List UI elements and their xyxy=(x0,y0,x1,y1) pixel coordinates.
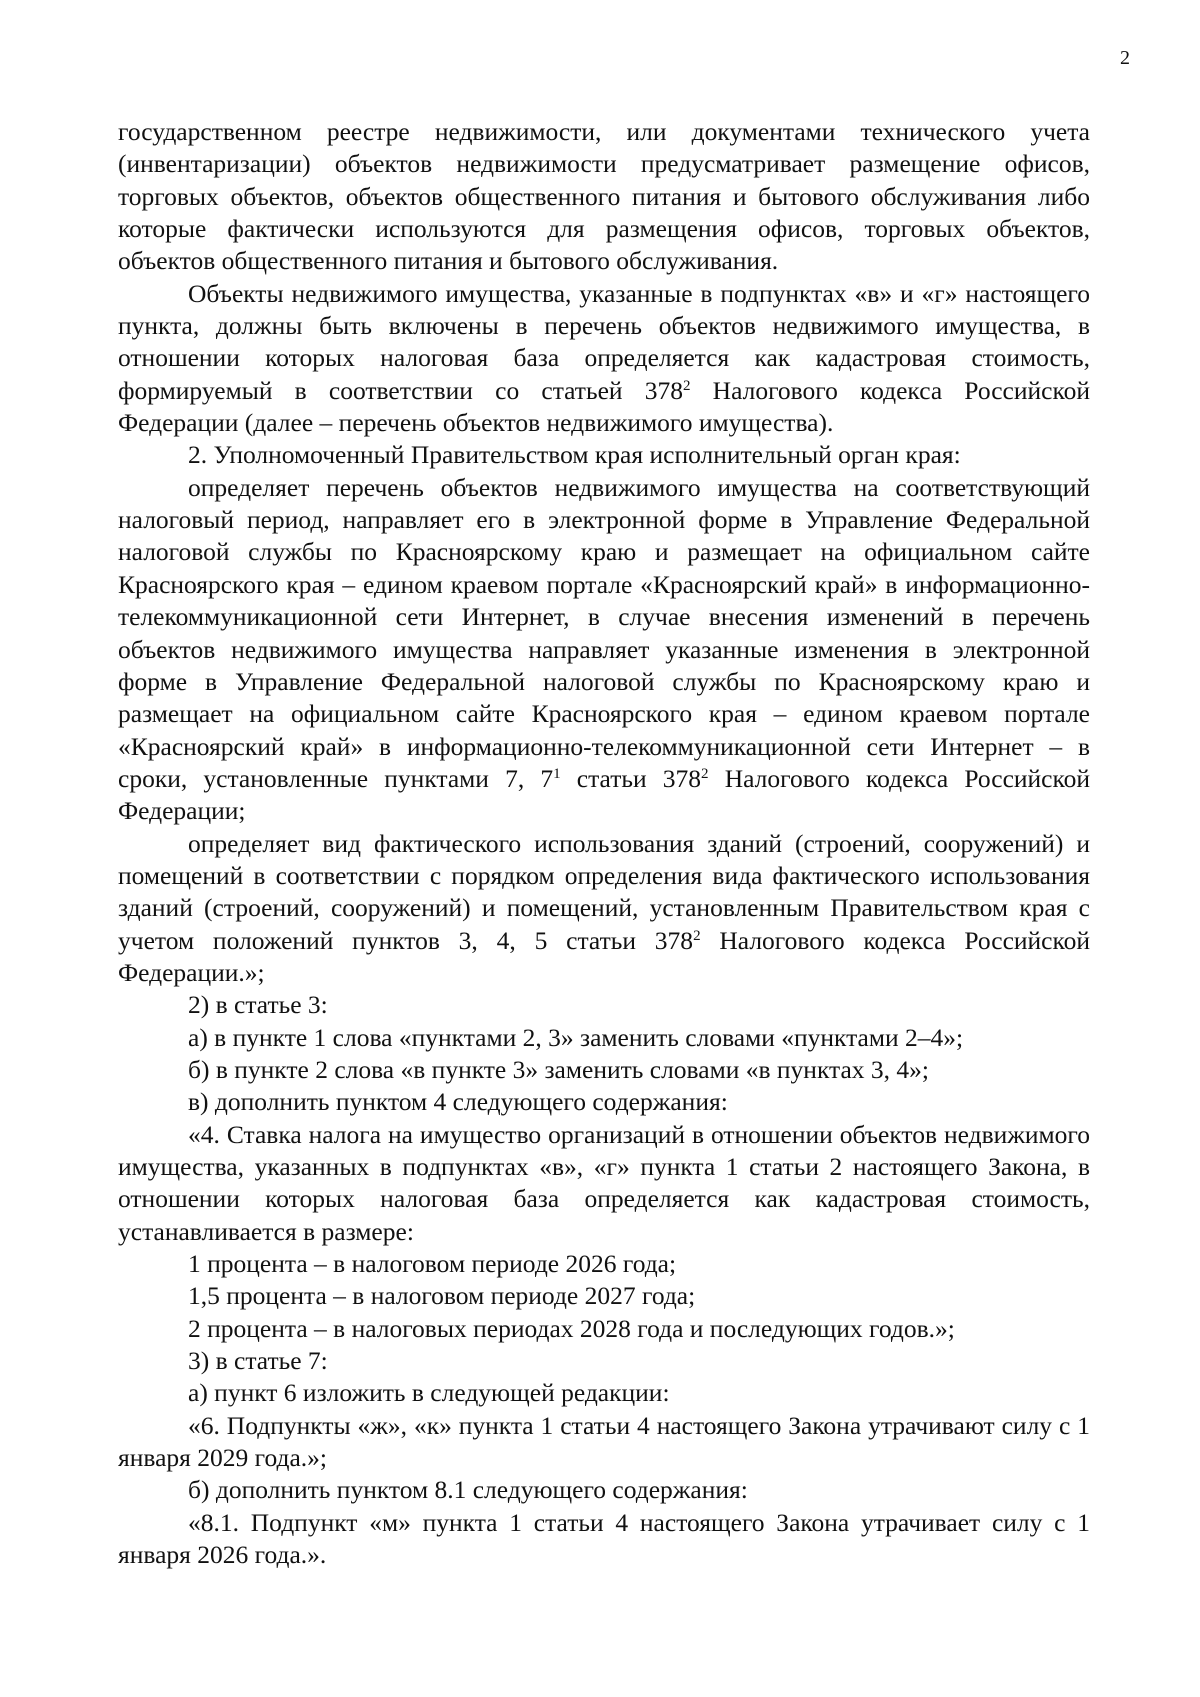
paragraph-article-3: 2) в статье 3: xyxy=(188,990,328,1020)
paragraph-text: статьи 378 xyxy=(560,763,702,793)
paragraph-article-7-b: б) дополнить пунктом 8.1 следующего содержания: xyxy=(188,1475,748,1505)
paragraph-continuation: государственном реестре недвижимости, или документами технического учета (инвентаризации) объектов недвижимости предусматривает размещение офисов, торговых объектов, объектов общественного питания и бытового обслуживания либо которые фактически используются для размещения офисов, торговых объектов, объектов общественного питания и бытового обслуживания. xyxy=(118,117,1090,276)
paragraph-real-estate-list xyxy=(118,278,1090,440)
paragraph-text: Налогового кодекса Российской Федерации.»; xyxy=(118,925,1090,987)
paragraph-item-8-1: «8.1. Подпункт «м» пункта 1 статьи 4 настоящего Закона утрачивает силу с 1 января 2026 года.». xyxy=(118,1507,1090,1570)
superscript: 2 xyxy=(693,927,701,944)
paragraph-item-2: 2. Уполномоченный Правительством края исполнительный орган края: xyxy=(188,440,961,470)
superscript: 1 xyxy=(553,765,561,782)
paragraph-usage-type xyxy=(118,828,1090,990)
paragraph-article-7: 3) в статье 7: xyxy=(188,1346,328,1376)
paragraph-list-duties xyxy=(118,472,1090,828)
superscript: 2 xyxy=(682,377,691,394)
paragraph-text: определяет перечень объектов недвижимого имущества на соответствующий налоговый период, направляет его в электронной форме в Управление Федеральной налоговой службы по Красноярскому краю и размещает на официальном сайте Красноярского края – едином краевом портале «Красноярский край» в информационно-телекоммуникационной сети Интернет, в случае внесения изменений в перечень объектов недвижимого имущества направляет указанные изменения в электронной форме в Управление Федеральной налоговой службы по Красноярскому краю и размещает на официальном сайте Красноярского края – едином краевом портале «Красноярский край» в информационно-телекоммуникационной сети Интернет – в сроки, установленные пунктами 7, 7 xyxy=(118,472,1090,793)
paragraph-article-7-a: а) пункт 6 изложить в следующей редакции: xyxy=(188,1378,670,1408)
paragraph-rate-2026: 1 процента – в налоговом периоде 2026 года; xyxy=(188,1249,677,1279)
paragraph-text: Налогового кодекса Российской Федерации (далее – перечень объектов недвижимого имущества). xyxy=(118,375,1090,438)
paragraph-item-6: «6. Подпункты «ж», «к» пункта 1 статьи 4 настоящего Закона утрачивают силу с 1 января 2029 года.»; xyxy=(118,1410,1090,1473)
paragraph-text: определяет вид фактического использования зданий (строений, сооружений) и помещений в соответствии с порядком определения вида фактического использования зданий (строений, сооружений) и помещений, установленным Правительством края с учетом положений пунктов 3, 4, 5 статьи 378 xyxy=(118,828,1090,955)
paragraph-tax-rate: «4. Ставка налога на имущество организаций в отношении объектов недвижимого имущества, указанных в подпунктах «в», «г» пункта 1 статьи 2 настоящего Закона, в отношении которых налоговая база определяется как кадастровая стоимость, устанавливается в размере: xyxy=(118,1119,1090,1246)
paragraph-text: Объекты недвижимого имущества, указанные в подпунктах «в» и «г» настоящего пункта, должны быть включены в перечень объектов недвижимого имущества, в отношении которых налоговая база определяется как кадастровая стоимость, формируемый в соответствии со статьей 378 xyxy=(118,278,1090,405)
paragraph-text: Налогового кодекса Российской Федерации; xyxy=(118,763,1090,826)
document-body xyxy=(118,116,1090,1571)
paragraph-article-3-c: в) дополнить пунктом 4 следующего содержания: xyxy=(188,1087,728,1117)
paragraph-article-3-b: б) в пункте 2 слова «в пункте 3» заменить словами «в пунктах 3, 4»; xyxy=(188,1054,929,1084)
paragraph-rate-2027: 1,5 процента – в налоговом периоде 2027 года; xyxy=(188,1281,696,1311)
page-number: 2 xyxy=(1120,47,1130,69)
paragraph-article-3-a: а) в пункте 1 слова «пунктами 2, 3» заменить словами «пунктами 2–4»; xyxy=(188,1022,964,1052)
paragraph-rate-2028: 2 процента – в налоговых периодах 2028 года и последующих годов.»; xyxy=(188,1313,955,1343)
superscript: 2 xyxy=(701,765,709,782)
